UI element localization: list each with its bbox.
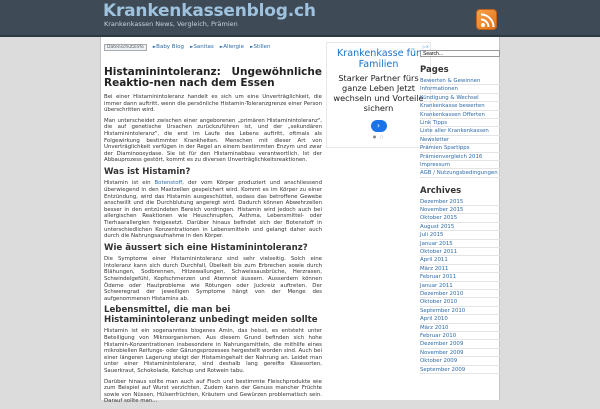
play-icon: ► — [189, 45, 194, 50]
post-paragraph: Histamin ist ein sogenanntes biogenes Amin, das heisst, es entsteht unter Beteiligung von Mikroorganismen. Aus diesem Grund befinden sich hohe Histamin-Konzentrationen insbesondere in Nahrungsmitteln, die mithilfe eines mikrobiellen Reifungs- oder Gärungsprozesses hergestellt worden sind. Auch bei einer längeren Lagerung steigt der Histamingehalt der Nahrung an. Leidet man unter einer Histaminintoleranz, sind deshalb lang gereifte Käsesorten, Sauerkraut, Schokolade, Ketchup und Rotwein tabu. — [104, 328, 322, 374]
rss-icon — [480, 13, 495, 28]
sidebar-archive-link[interactable]: November 2009 — [420, 349, 500, 357]
post-paragraph: Man unterscheidet zwischen einer angeborenen „primären Histaminintoleranz", die auf genetische Ursachen zurückzuführen ist, und der „sekundären Histaminintoleranz", die erst im Laufe des Lebens auftritt, oftmals als Folgewirkung bestimmter Krankheiten. Menschen mit dieser Art von Unverträglichkeit verfügen in der Regel an einem bestimmten Enzym und zwar der Diaminooxydase. Sie ist für den Histaminabbau verantwortlich. Ist der Abbauprozess gestört, kommt es zu diversen Unverträglichkeitsreaktionen. — [104, 117, 322, 164]
ad-next-arrow-button[interactable]: › — [371, 120, 387, 132]
ad-link-label: Stillen — [253, 44, 271, 50]
sidebar-archive-link[interactable]: Oktober 2011 — [420, 248, 500, 256]
ad-body-text: Starker Partner fürs ganze Leben Jetzt wechseln und Vorteile sichern — [333, 73, 424, 113]
sidebar-archive-link[interactable]: Dezember 2010 — [420, 290, 500, 298]
ad-frame[interactable] — [326, 42, 431, 148]
sidebar-archive-link[interactable]: Oktober 2010 — [420, 298, 500, 306]
sidebar-archive-link[interactable]: Oktober 2015 — [420, 214, 500, 222]
sidebar — [420, 50, 500, 374]
site-description: Krankenkassen News, Vergleich, Prämien — [104, 20, 238, 28]
sidebar-archive-link[interactable]: April 2010 — [420, 315, 500, 323]
sidebar-page-link[interactable]: Prämienvergleich 2016 — [420, 153, 500, 161]
ad-link[interactable] — [190, 44, 214, 50]
ad-title[interactable]: Krankenkasse für Familien — [336, 48, 420, 70]
ad-pagination-dots: ● ○ — [372, 134, 385, 139]
sidebar-page-link[interactable]: Link Tipps — [420, 119, 500, 127]
sidebar-archive-link[interactable]: März 2011 — [420, 265, 500, 273]
sidebar-page-link[interactable]: Kündigung & Wechsel — [420, 94, 500, 102]
post-paragraph — [104, 180, 322, 239]
sidebar-archive-link[interactable]: August 2015 — [420, 223, 500, 231]
ad-link[interactable] — [250, 44, 271, 50]
section-heading: Was ist Histamin? — [104, 166, 191, 177]
sidebar-page-link[interactable]: Krankenkassen Offerten — [420, 111, 500, 119]
sidebar-archive-link[interactable]: Dezember 2009 — [420, 340, 500, 348]
site-header — [0, 0, 600, 37]
sidebar-page-link[interactable]: AGB / Nutzungsbedingungen — [420, 169, 500, 177]
sidebar-archive-link[interactable]: Februar 2011 — [420, 273, 500, 281]
sidebar-archive-link[interactable]: Dezember 2015 — [420, 198, 500, 206]
play-icon: ► — [249, 45, 254, 50]
sidebar-archive-link[interactable]: Juli 2015 — [420, 231, 500, 239]
ad-link[interactable] — [220, 44, 244, 50]
sidebar-archive-link[interactable]: April 2011 — [420, 256, 500, 264]
post-paragraph: Darüber hinaus sollte man auch auf Fisch und bestimmte Fleischprodukte wie zum Beispiel auf Wurst verzichten. Zudem kann der Genuss mancher Früchte sowie von Nüssen, Hülsenfrüchten, Kräutern und Gewürzen problematisch sein. Darauf sollte man... — [104, 378, 322, 405]
ad-link-label: Allergie — [223, 44, 244, 50]
post-paragraph: Bei einer Histaminintoleranz handelt es sich um eine Unverträglichkeit, die immer dann auftritt, wenn die persönliche Histamin-Toleranzgrenze einer Person überschritten wird. — [104, 94, 322, 114]
sidebar-archive-link[interactable]: Oktober 2009 — [420, 357, 500, 365]
post-title[interactable]: Histaminintoleranz: Ungewöhnliche Reaktio-nen nach dem Essen — [104, 66, 322, 89]
sidebar-archive-link[interactable]: Januar 2011 — [420, 282, 500, 290]
privacy-info-badge[interactable]: Datenschutzinfo — [104, 44, 147, 51]
section-heading: Wie äussert sich eine Histaminintoleranz? — [104, 242, 308, 253]
sidebar-page-link[interactable]: Impressum — [420, 161, 500, 169]
blog-post — [104, 67, 322, 409]
ad-choices-icon[interactable]: ▷✕ — [422, 44, 429, 49]
pages-widget-title: Pages — [420, 65, 449, 75]
sidebar-page-link[interactable]: Liste aller Krankenkassen — [420, 127, 500, 135]
sidebar-archive-link[interactable]: Februar 2010 — [420, 332, 500, 340]
sidebar-archive-link[interactable]: September 2009 — [420, 366, 500, 374]
sidebar-page-link[interactable]: Prämien Spartipps — [420, 144, 500, 152]
ad-link-label: Sanitas — [193, 44, 214, 50]
sidebar-page-link[interactable]: Informationen — [420, 85, 500, 93]
play-icon: ► — [152, 45, 157, 50]
sidebar-archive-link[interactable]: März 2010 — [420, 324, 500, 332]
paragraph-text: Histamin ist ein — [104, 180, 155, 187]
sidebar-page-link[interactable]: Krankenkasse bewerten — [420, 102, 500, 110]
section-heading: Lebensmittel, die man bei Histaminintoleranz unbedingt meiden sollte — [104, 305, 318, 325]
search-input[interactable] — [420, 50, 500, 57]
post-paragraph: Die Symptome einer Histaminintoleranz sind sehr vielseitig. Solch eine Intoleranz kann sich durch Durchfall, Übelkeit bis zum Erbrechen sowie durch Blähungen, Sodbrennen, Hitzewallungen, Schweissausbrüche, Herzrasen, Schwindelgefühl, Kopfschmerzen und Atemnot äussern. Ausserdem können Ödeme oder Hautprobleme wie Rötungen oder Juckreiz auftreten. Der Schweregrad der jeweiligen Symptome hängt von der Menge des aufgenommenen Histamins ab. — [104, 256, 322, 302]
archives-widget-title: Archives — [420, 185, 462, 196]
ad-link[interactable] — [153, 44, 184, 50]
paragraph-text: , der vom Körper produziert und anschliessend überwiegend in den Mastzellen gespeichert wird. Kommt es im Körper zu einer Entzündung, wird das Histamin ausgeschüttet, sodass das betroffene Gewebe anschwillt und die Durchblutung angeregt wird. Dadurch können Abwehrzellen besser in den entzündeten Bereich vordringen. Histamin wird jedoch auch bei allergischen Reaktionen wie Heuschnupfen, Asthma, Lebensmittel- oder Tierhaarallergien freigesetzt. Darüber hinaus befindet sich der Botenstoff in unterschiedlichen Konzentrationen in Lebensmitteln und gelangt daher auch durch die Nahrungsaufnahme in den Körper. — [104, 180, 322, 240]
play-icon: ► — [219, 45, 224, 50]
sidebar-page-link[interactable]: Newsletter — [420, 136, 500, 144]
sidebar-archive-link[interactable]: Januar 2015 — [420, 240, 500, 248]
site-title[interactable]: Krankenkassenblog.ch — [103, 1, 316, 21]
advertisement-box — [326, 42, 431, 152]
botenstoff-link[interactable]: Botenstoff — [154, 180, 183, 187]
sidebar-page-link[interactable]: Bewerten & Gewinnen — [420, 77, 500, 85]
rss-feed-button[interactable] — [476, 9, 497, 30]
pages-list — [420, 77, 500, 178]
sidebar-archive-link[interactable]: September 2010 — [420, 307, 500, 315]
sidebar-archive-link[interactable]: November 2015 — [420, 206, 500, 214]
ad-link-label: Baby Blog — [156, 44, 184, 50]
archives-list — [420, 198, 500, 374]
